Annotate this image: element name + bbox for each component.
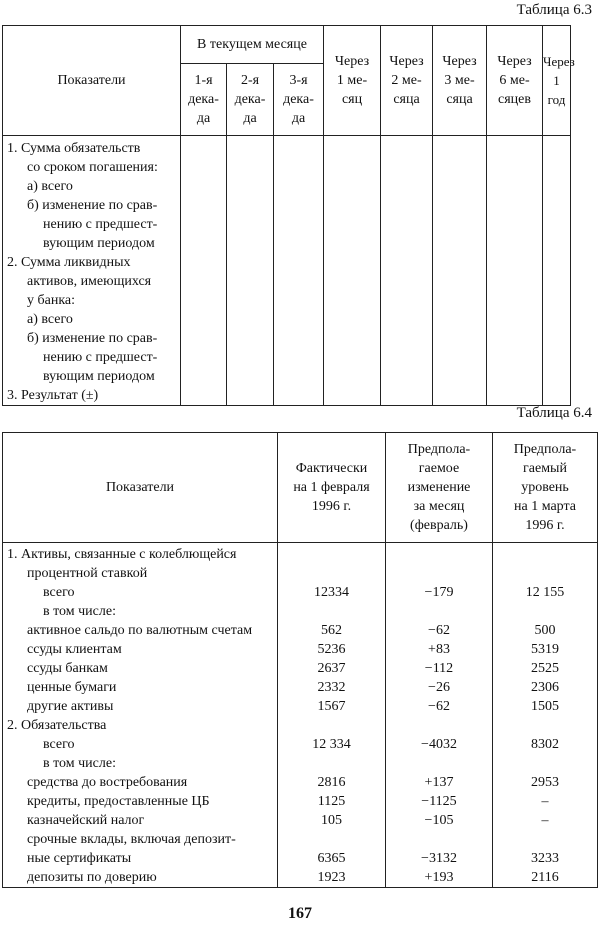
header-in-1-year: Через 1 год (543, 26, 571, 136)
header-in-1-month: Через 1 ме- сяц (324, 26, 381, 136)
header-in-6-months: Через 6 ме- сяцев (487, 26, 543, 136)
header-indicators: Показатели (3, 26, 181, 136)
empty-cell (181, 136, 227, 406)
header-expected-level: Предпола- гаемый уровень на 1 марта 1996 г. (493, 433, 598, 543)
header-expected-change: Предпола- гаемое изменение за месяц (февраль) (386, 433, 493, 543)
empty-cell (324, 136, 381, 406)
empty-cell (274, 136, 324, 406)
row-labels: 1. Активы, связанные с колеблющейся процентной ставкой всего в том числе: активное сальдо по валютным счетам ссуды клиентам ссуды банкам ценные бумаги другие активы 2. Обязательства всего в том числе: средства до востребования кредиты, предоставленные ЦБ казначейский налог срочные вклады, включая депозит- ные сертификаты депозиты по доверию (3, 543, 278, 888)
table-6-3 (2, 25, 575, 406)
page-number: 167 (288, 905, 312, 922)
header-decade-3: 3-я дека- да (274, 64, 324, 136)
header-actual-feb-1: Фактически на 1 февраля 1996 г. (278, 433, 386, 543)
column-level: 12 155 500 5319 2525 2306 1505 8302 2953 – – 3233 2116 (493, 543, 598, 888)
header-decade-1: 1-я дека- да (181, 64, 227, 136)
header-decade-2: 2-я дека- да (227, 64, 274, 136)
empty-cell (433, 136, 487, 406)
header-indicators: Показатели (3, 433, 278, 543)
table-6-4 (2, 432, 598, 888)
row-labels: 1. Сумма обязательств со сроком погашения: а) всего б) изменение по срав- нению с предшест- вующим периодом 2. Сумма ликвидных активов, имеющихся у банка: а) всего б) изменение по срав- нению с предшест- вующим периодом 3. Результат (±) (3, 136, 181, 406)
column-actual: 12334 562 5236 2637 2332 1567 12 334 2816 1125 105 6365 1923 (278, 543, 386, 888)
empty-cell (487, 136, 543, 406)
header-in-2-months: Через 2 ме- сяца (381, 26, 433, 136)
header-current-month: В текущем месяце (181, 26, 324, 64)
header-in-3-months: Через 3 ме- сяца (433, 26, 487, 136)
table-6-4-caption: Таблица 6.4 (516, 405, 592, 421)
table-6-3-caption: Таблица 6.3 (516, 2, 592, 18)
column-change: −179 −62 +83 −112 −26 −62 −4032 +137 −1125 −105 −3132 +193 (386, 543, 493, 888)
empty-cell (227, 136, 274, 406)
empty-cell (381, 136, 433, 406)
empty-cell (543, 136, 571, 406)
